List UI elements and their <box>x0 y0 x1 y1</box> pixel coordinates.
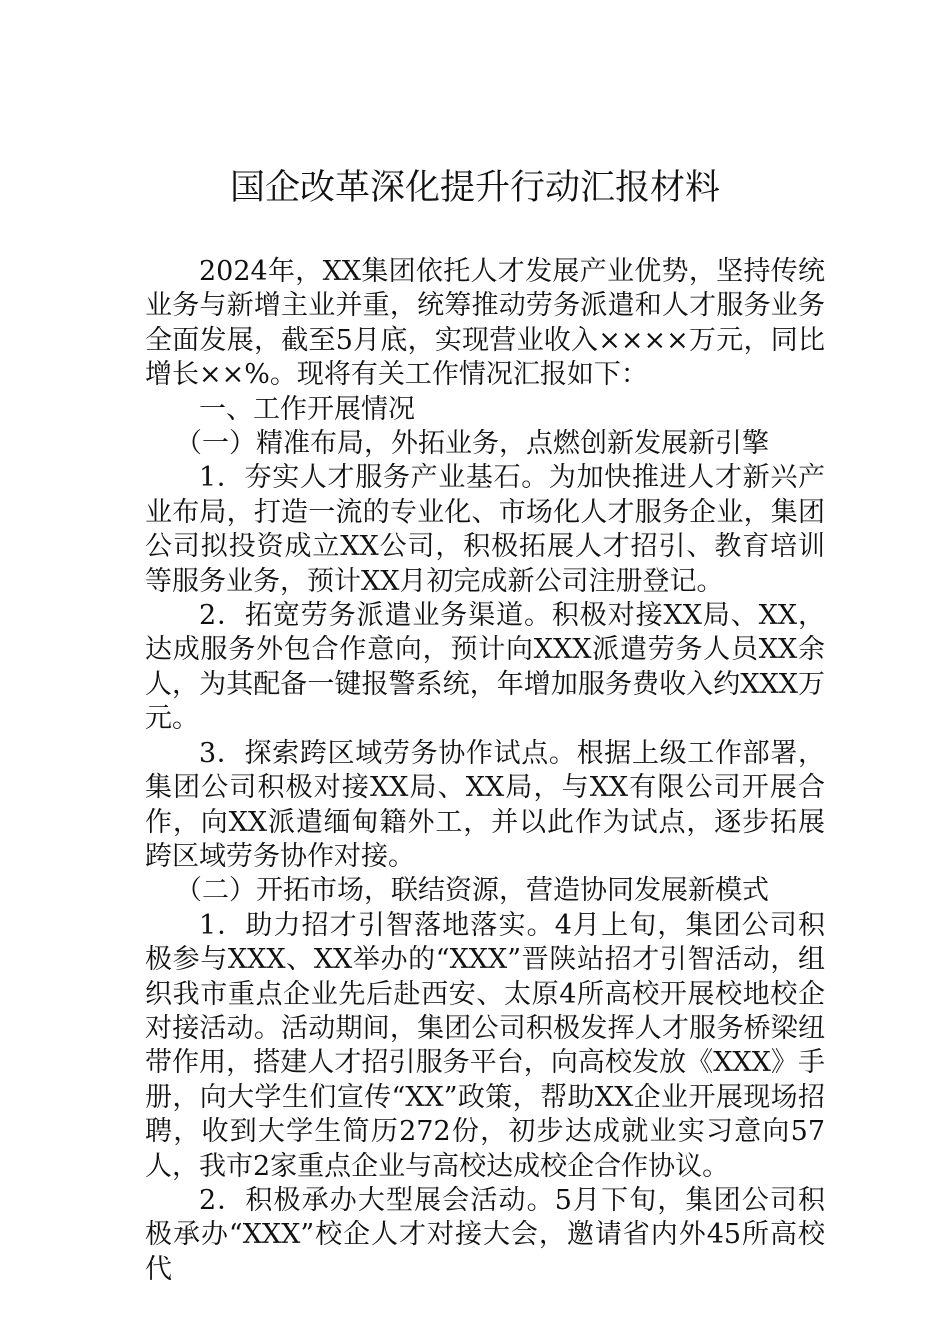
document-title: 国企改革深化提升行动汇报材料 <box>229 168 720 208</box>
subsection-heading-2: （二）开拓市场，联结资源，营造协同发展新模式 <box>175 875 769 907</box>
body-paragraph: 1．助力招才引智落地落实。4月上旬，集团公司积极参与XXX、XX举办的“XXX”晋陕站招才引智活动，组织我市重点企业先后赴西安、太原4所高校开展校地校企对接活动。活动期间，集团公司积极发挥人才服务桥梁纽带作用，搭建人才招引服务平台，向高校发放《XXX》手册，向大学生们宣传“XX”政策，帮助XX企业开展现场招聘，收到大学生简历272份，初步达成就业实习意向57人，我市2家重点企业与高校达成校企合作协议。 <box>145 909 825 1182</box>
body-paragraph: 2．拓宽劳务派遣业务渠道。积极对接XX局、XX，达成服务外包合作意向，预计向XXX派遣劳务人员XX余人，为其配备一键报警系统，年增加服务费收入约XXX万元。 <box>145 600 825 735</box>
body-paragraph: 1．夯实人才服务产业基石。为加快推进人才新兴产业布局，打造一流的专业化、市场化人才服务企业，集团公司拟投资成立XX公司，积极拓展人才招引、教育培训等服务业务，预计XX月初完成新公司注册登记。 <box>145 462 825 597</box>
body-paragraph: 2．积极承办大型展会活动。5月下旬，集团公司积极承办“XXX”校企人才对接大会，邀请省内外45所高校代 <box>145 1184 825 1285</box>
document-body <box>145 255 825 1287</box>
intro-paragraph: 2024年，XX集团依托人才发展产业优势，坚持传统业务与新增主业并重，统筹推动劳务派遣和人才服务业务全面发展，截至5月底，实现营业收入××××万元，同比增长××%。现将有关工作情况汇报如下： <box>145 256 825 391</box>
subsection-heading-1: （一）精准布局，外拓业务，点燃创新发展新引擎 <box>175 428 769 460</box>
section-heading: 一、工作开展情况 <box>199 393 415 425</box>
body-paragraph: 3．探索跨区域劳务协作试点。根据上级工作部署，集团公司积极对接XX局、XX局，与XX有限公司开展合作，向XX派遣缅甸籍外工，并以此作为试点，逐步拓展跨区域劳务协作对接。 <box>145 737 825 872</box>
